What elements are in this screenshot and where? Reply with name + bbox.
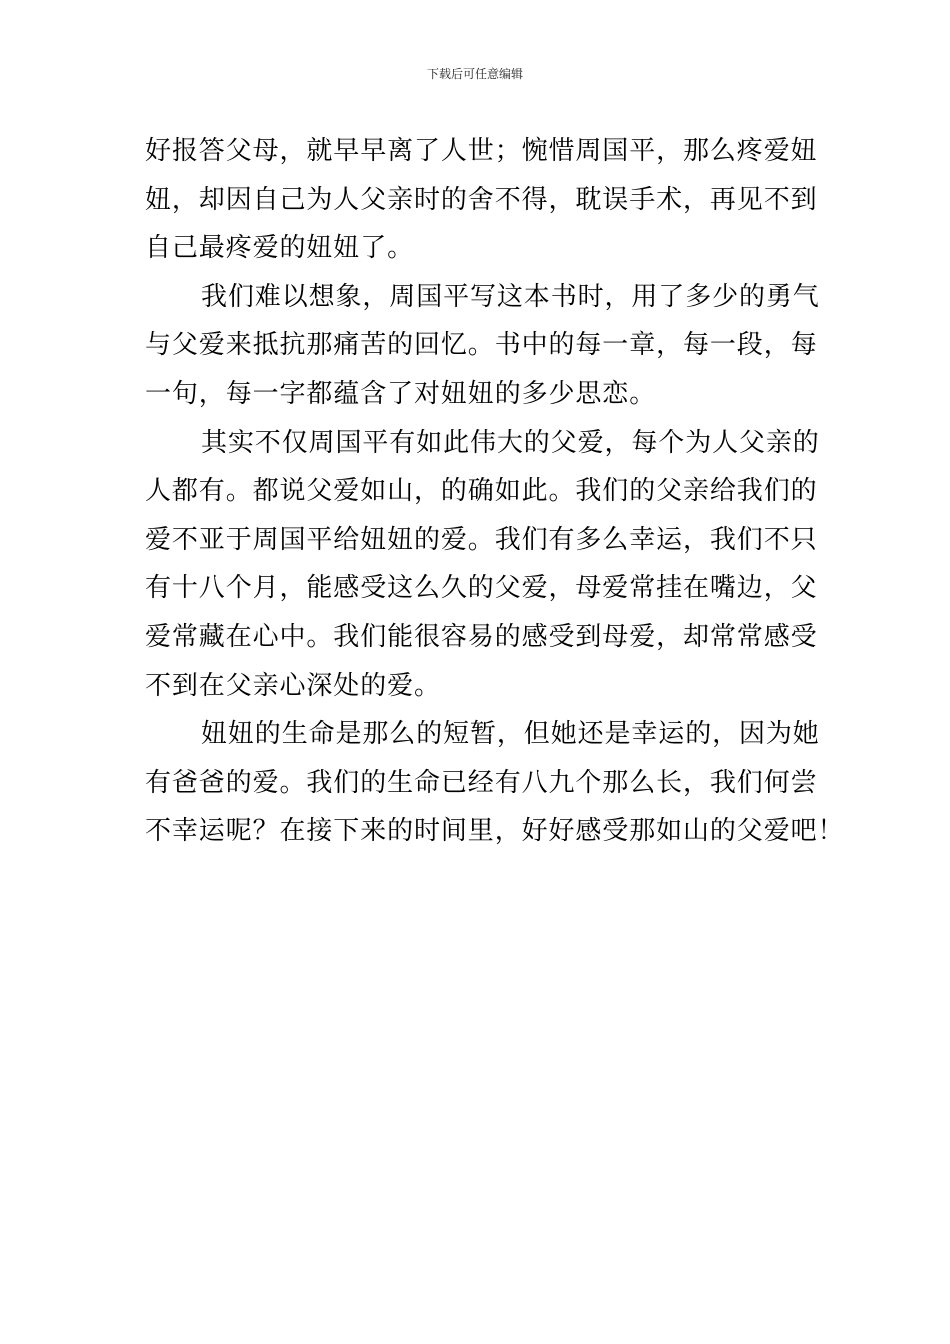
- text-line: 与父爱来抵抗那痛苦的回忆。书中的每一章，每一段，每: [145, 330, 818, 361]
- text-line: 不到在父亲心深处的爱。: [145, 670, 441, 701]
- text-line: 好报答父母，就早早离了人世；惋惜周国平，那么疼爱妞: [145, 136, 818, 166]
- text-line: 其实不仅周国平有如此伟大的父爱，每个为人父亲的: [201, 427, 820, 458]
- text-line: 妞妞的生命是那么的短暂，但她还是幸运的，因为她: [201, 719, 820, 750]
- paragraph-4: [145, 710, 845, 856]
- text-line: 爱不亚于周国平给妞妞的爱。我们有多么幸运，我们不只: [145, 524, 818, 555]
- text-line: 有爸爸的爱。我们的生命已经有八九个那么长，我们何尝: [145, 767, 818, 798]
- text-line: 有十八个月，能感受这么久的父爱，母爱常挂在嘴边，父: [145, 573, 818, 604]
- text-line: 不幸运呢？在接下来的时间里，好好感受那如山的父爱吧！: [145, 816, 845, 847]
- text-line: 人都有。都说父爱如山，的确如此。我们的父亲给我们的: [145, 476, 818, 507]
- text-line: 我们难以想象，周国平写这本书时，用了多少的勇气: [201, 281, 820, 312]
- text-line: 爱常藏在心中。我们能很容易的感受到母爱，却常常感受: [145, 621, 818, 652]
- page-header: 下载后可任意编辑: [426, 67, 523, 81]
- text-line: 妞，却因自己为人父亲时的舍不得，耽误手术，再见不到: [145, 184, 818, 215]
- paragraph-2: [145, 273, 820, 419]
- text-line: 自己最疼爱的妞妞了。: [145, 233, 415, 264]
- paragraph-3: [145, 419, 820, 711]
- document-body: [145, 127, 845, 856]
- text-line: 一句，每一字都蕴含了对妞妞的多少思恋。: [145, 378, 657, 409]
- paragraph-1: [145, 127, 818, 273]
